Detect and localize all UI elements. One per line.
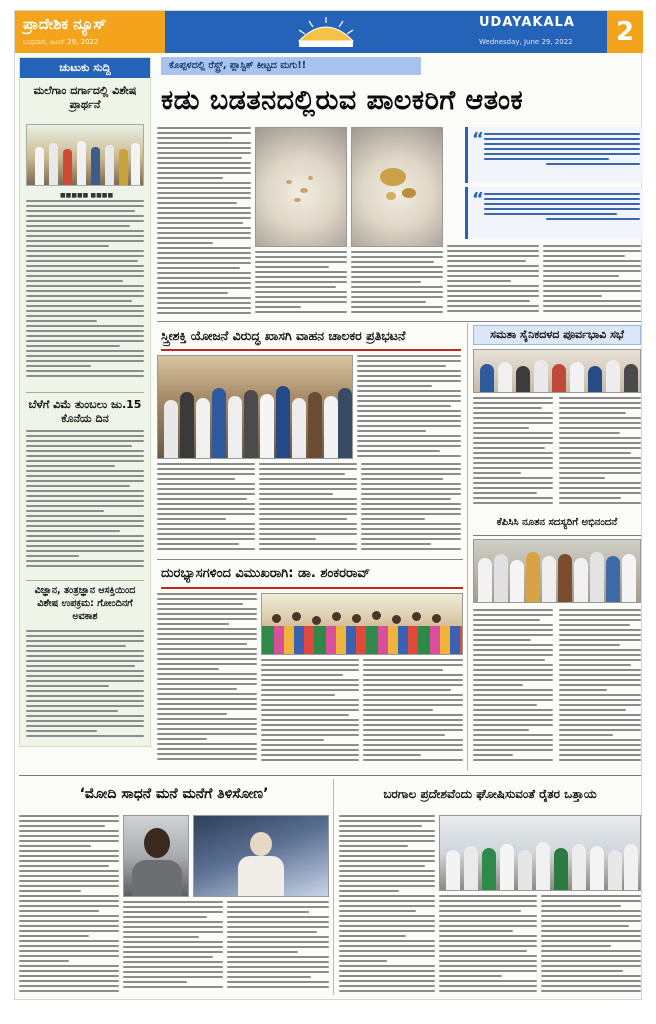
bottom-right-column-1 xyxy=(339,815,435,995)
group-photo xyxy=(261,593,463,655)
top-story-quote-2: “ xyxy=(465,187,643,239)
bottom-right-column-3 xyxy=(541,895,641,995)
brief-photo-1 xyxy=(26,124,144,186)
felicitation-photo xyxy=(473,539,641,603)
top-story-quote-1: “ xyxy=(465,127,643,183)
lower-story-headline: ದುರಭ್ಯಾಸಗಳಿಂದ ವಿಮುಖರಾಗಿ: ಡಾ. ಶಂಕರರಾವ್ xyxy=(161,566,370,581)
top-story-column-2 xyxy=(255,251,347,317)
brief-text-2 xyxy=(26,430,144,570)
brief-title-2: ಬೆಳೆಗೆ ವಿಮೆ ತುಂಬಲು ಜು.15 ಕೊನೆಯ ದಿನ xyxy=(28,398,142,425)
headline-rule xyxy=(161,587,463,589)
lower-story-column-2 xyxy=(261,659,359,765)
brief-title-3: ವಿಜ್ಞಾನ, ತಂತ್ರಜ್ಞಾನ ಆಸಕ್ತಿಯಿಂದ ವಿಶೇಷ ಉಪಕ್ರಮ: ಗೋಂದಿನಗೆ ಅವಕಾಶ xyxy=(34,585,136,622)
protest-photo xyxy=(157,355,353,459)
headline-rule xyxy=(161,349,461,351)
divider xyxy=(19,775,641,776)
broadcast-photo xyxy=(193,815,329,897)
middle-story-headline: ಸ್ತ್ರೀಶಕ್ತಿ ಯೋಜನೆ ವಿರುದ್ಧ ಖಾಸಗಿ ವಾಹನ ಚಾಲಕರ ಪ್ರತಿಭಟನೆ xyxy=(161,328,406,343)
briefs-header: ಚುಟುಕು ಸುದ್ದಿ xyxy=(20,58,150,78)
newspaper-page xyxy=(14,10,642,1000)
bottom-left-column-1 xyxy=(19,815,119,995)
bottom-left-column-3 xyxy=(227,901,329,995)
middle-story-column-3 xyxy=(361,463,461,555)
divider xyxy=(157,559,463,560)
section-name: ಪ್ರಾದೇಶಿಕ ನ್ಯೂಸ್ xyxy=(23,15,107,33)
left-column-briefs: ಚುಟುಕು ಸುದ್ದಿ ಮಲೆಗಾಂ ದರ್ಗಾದಲ್ಲಿ ವಿಶೇಷ ಪ್ರಾರ್ಥನೆ ■■■■■ ■■■■ ಬೆಳೆಗೆ ವಿಮೆ ತುಂಬಲು ಜು.15 ಕೊನೆಯ ದಿನ ವಿಜ್ಞಾನ, ತಂತ್ರಜ್ಞಾನ ಆಸಕ್ತಿಯಿಂದ ವಿಶೇಷ ಉಪಕ್ರಮ: ಗೋಂದಿನಗೆ ಅವಕಾಶ xyxy=(19,57,151,747)
page-number: 2 xyxy=(607,11,643,53)
lower-story-column-3 xyxy=(363,659,463,765)
top-story-column-3 xyxy=(351,251,443,317)
masthead xyxy=(15,11,643,53)
top-story-column-5 xyxy=(543,245,641,317)
masthead-right-band xyxy=(465,11,607,53)
right-box-1-headline: ಸಮತಾ ಸೈನಿಕದಳದ ಪೂರ್ವಭಾವಿ ಸಭೆ xyxy=(473,325,641,345)
farmers-photo xyxy=(439,815,641,891)
newspaper-logo-emblem xyxy=(291,15,361,49)
portrait-photo xyxy=(123,815,189,897)
bottom-left-column-2 xyxy=(123,901,223,995)
middle-story-column-right xyxy=(357,355,461,459)
brief-text-3 xyxy=(26,630,144,742)
top-story-headline: ಕಡು ಬಡತನದಲ್ಲಿರುವ ಪಾಲಕರಿಗೆ ಆತಂಕ xyxy=(161,85,524,116)
masthead-date-kannada: ಬುಧವಾರ, ಜೂನ್ 29, 2022 xyxy=(23,38,99,46)
column-divider xyxy=(333,779,334,995)
bottom-right-column-2 xyxy=(439,895,537,995)
top-story-column-1 xyxy=(157,127,251,317)
right-box-1-column-2 xyxy=(559,397,641,509)
brief-text-1 xyxy=(26,200,144,380)
bottom-left-headline: ‘ಮೋದಿ ಸಾಧನೆ ಮನೆ ಮನೆಗೆ ತಿಳಿಸೋಣ’ xyxy=(79,786,269,802)
top-story-kicker: ಕೊಪ್ಪಳದಲ್ಲಿ ರೆಸ್ಟ್ರ್, ಪ್ಲಾಸ್ಟಿಕ್ ಕೀಟ್ಟದ ಮಗು!! xyxy=(161,57,421,75)
masthead-left-band xyxy=(15,11,165,53)
middle-story-column-2 xyxy=(259,463,357,555)
column-divider xyxy=(467,323,468,771)
lower-story-column-1 xyxy=(157,593,257,765)
right-box-1-column-1 xyxy=(473,397,553,509)
top-story-column-4 xyxy=(447,245,539,317)
right-box-2-headline: ಕೆಪಿಸಿಸಿ ನೂತನ ಸದಸ್ಯರಿಗೆ ಅಭಿನಂದನೆ xyxy=(496,517,618,528)
brief-title-1: ಮಲೆಗಾಂ ದರ್ಗಾದಲ್ಲಿ ವಿಶೇಷ ಪ್ರಾರ್ಥನೆ xyxy=(33,84,137,111)
brand-name: UDAYAKALA xyxy=(479,15,575,30)
divider xyxy=(473,535,641,536)
meeting-photo xyxy=(473,349,641,393)
right-box-2-column-1 xyxy=(473,609,553,769)
top-story-photo-1 xyxy=(255,127,347,247)
bottom-right-headline: ಬರಗಾಲ ಪ್ರದೇಶವೆಂದು ಘೋಷಿಸುವಂತೆ ರೈತರ ಒತ್ತಾಯ xyxy=(383,787,597,801)
masthead-date-english: Wednesday, June 29, 2022 xyxy=(479,38,573,46)
middle-story-column-1 xyxy=(157,463,255,555)
top-story-photo-2 xyxy=(351,127,443,247)
divider xyxy=(157,321,641,322)
right-box-2-column-2 xyxy=(559,609,641,769)
